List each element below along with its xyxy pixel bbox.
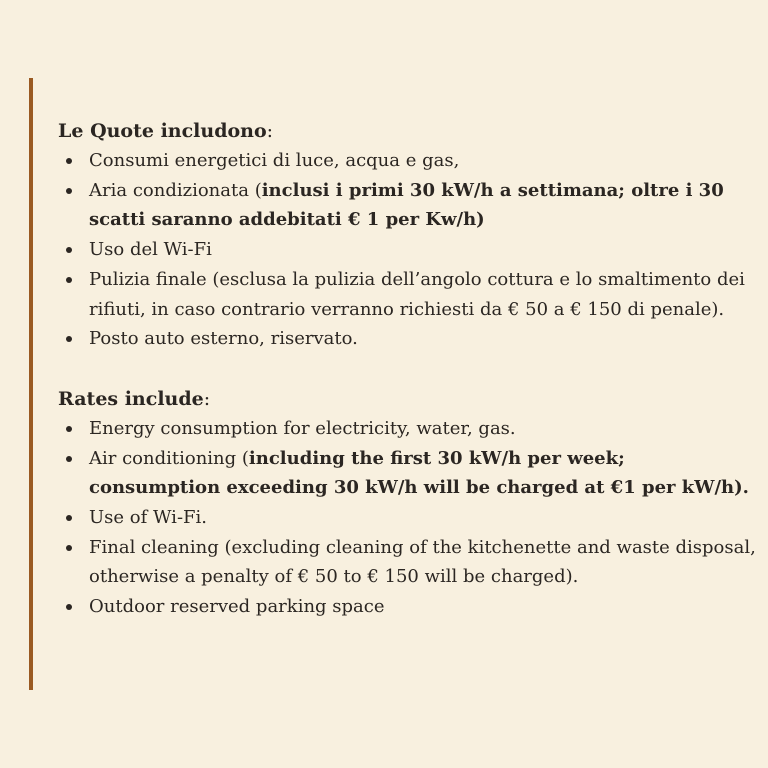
section-spacer [58,354,758,384]
english-title-colon: : [203,387,211,410]
rates-content [58,116,758,622]
item-text-pulizia: Pulizia finale (esclusa la pulizia dell’angolo cottura e lo smaltimento dei rifiuti, in caso contrario verranno richiesti da € 50 a € 150 di penale). [89,268,745,320]
item-text-posto-auto: Posto auto esterno, riservato. [89,328,358,350]
italian-inclusions-list [58,146,758,354]
italian-section-title [58,116,758,146]
list-item-parking [58,592,758,622]
item-text-wifi-it: Uso del Wi-Fi [89,239,212,261]
italian-title-text: Le Quote includono [58,120,267,142]
italian-title-colon: : [266,120,274,142]
list-item-aria-condizionata [58,176,758,235]
item-text-wifi-en: Use of Wi-Fi. [89,507,207,529]
accent-bar [29,78,33,690]
item-text-air-prefix: Air conditioning ( [89,447,249,469]
item-text-energy: Energy consumption for electricity, water, gas. [89,417,516,439]
list-item-pulizia [58,265,758,324]
item-text-aria-prefix: Aria condizionata ( [89,179,262,201]
item-text-aria-bold: inclusi i primi 30 kW/h a settimana; oltre i 30 scatti saranno addebitati € 1 per Kw/h) [89,179,724,231]
list-item-energy [58,414,758,444]
list-item-wifi-it [58,235,758,265]
list-item-air-conditioning [58,444,758,503]
item-text-air-bold: including the first 30 kW/h per week; consumption exceeding 30 kW/h will be charged at €1 per kW/h). [89,447,749,499]
list-item-consumi [58,146,758,176]
english-title-text: Rates include [58,387,204,410]
list-item-posto-auto [58,324,758,354]
item-text-cleaning: Final cleaning (excluding cleaning of the kitchenette and waste disposal, otherwise a penalty of € 50 to € 150 will be charged). [89,536,756,588]
list-item-cleaning [58,533,758,592]
item-text-parking: Outdoor reserved parking space [89,596,385,618]
english-section-title [58,384,758,414]
list-item-wifi-en [58,503,758,533]
item-text-consumi: Consumi energetici di luce, acqua e gas, [89,150,460,171]
english-inclusions-list [58,414,758,622]
